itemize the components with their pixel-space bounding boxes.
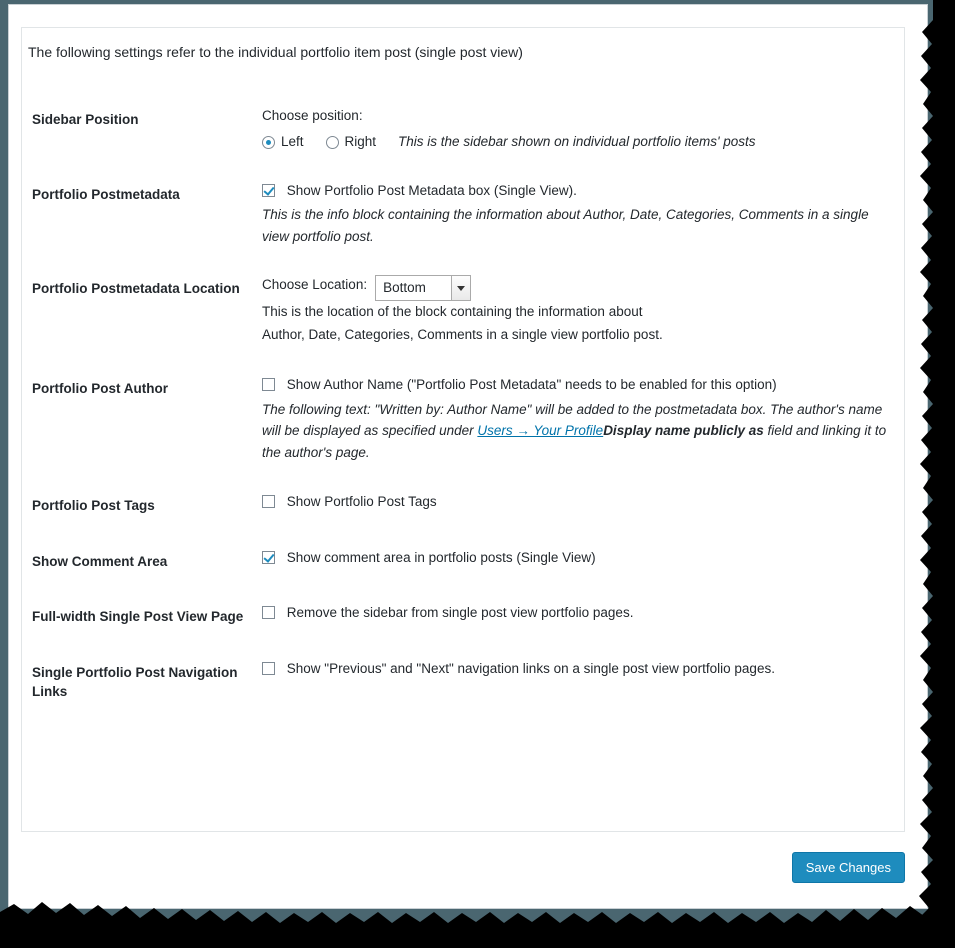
author-description-bold: Display name publicly as	[603, 423, 764, 439]
checkbox-show-comment-area-label: Show comment area in portfolio posts (Single View)	[286, 549, 596, 565]
row-label-postmetadata-location: Portfolio Postmetadata Location	[32, 281, 240, 297]
choose-position-label: Choose position:	[262, 108, 363, 123]
location-select-row	[262, 275, 896, 347]
settings-form-table	[22, 92, 906, 720]
row-label-sidebar-position: Sidebar Position	[32, 112, 139, 127]
checkbox-show-nav-links-label: Show "Previous" and "Next" navigation links on a single post view portfolio pages.	[286, 660, 775, 676]
checkbox-show-postmetadata-label: Show Portfolio Post Metadata box (Single View).	[286, 182, 577, 198]
row-label-portfolio-post-tags: Portfolio Post Tags	[32, 498, 155, 514]
settings-panel	[8, 4, 928, 909]
intro-text: The following settings refer to the individual portfolio item post (single post view)	[28, 44, 523, 60]
author-description	[262, 399, 896, 465]
row-field-show-comment-area	[262, 534, 906, 590]
select-postmetadata-location-value: Bottom	[383, 280, 426, 296]
postmetadata-checkbox-row	[262, 181, 896, 201]
chevron-down-icon	[451, 276, 470, 300]
table-row	[22, 261, 906, 361]
table-row	[22, 534, 906, 590]
table-row	[22, 645, 906, 720]
checkbox-show-nav-links[interactable]	[262, 662, 275, 675]
author-description-part2: field and linking it to the author's page.	[262, 423, 887, 461]
author-description-part1: The following text: "Written by: Author Name" will be added to the postmetadata box. The author's name will be displayed as specified under	[262, 401, 883, 439]
row-field-post-navigation-links	[262, 645, 906, 720]
checkbox-show-postmetadata[interactable]	[262, 184, 275, 197]
table-row	[22, 92, 906, 167]
row-field-portfolio-post-author	[262, 361, 906, 478]
postmetadata-description: This is the info block containing the information about Author, Date, Categories, Comments in a single view portfolio post.	[262, 206, 869, 244]
author-checkbox-row	[262, 375, 896, 395]
checkbox-show-author-name[interactable]	[262, 378, 275, 391]
row-field-sidebar-position	[262, 92, 906, 167]
checkbox-remove-sidebar-label: Remove the sidebar from single post view portfolio pages.	[286, 605, 634, 621]
checkbox-remove-sidebar[interactable]	[262, 606, 275, 619]
row-field-full-width-single-post	[262, 589, 906, 645]
checkbox-show-author-name-label: Show Author Name ("Portfolio Post Metadata" needs to be enabled for this option)	[286, 377, 777, 393]
radio-left-label: Left	[281, 134, 304, 150]
nav-links-checkbox-row	[262, 659, 896, 679]
row-label-full-width-single-post: Full-width Single Post View Page	[32, 609, 244, 625]
radio-right[interactable]	[326, 136, 339, 149]
row-label-portfolio-postmetadata: Portfolio Postmetadata	[32, 186, 180, 202]
row-label-post-navigation-links: Single Portfolio Post Navigation Links	[32, 664, 238, 700]
row-label-portfolio-post-author: Portfolio Post Author	[32, 381, 168, 397]
checkbox-show-comment-area[interactable]	[262, 551, 275, 564]
save-changes-button[interactable]: Save Changes	[792, 852, 905, 883]
checkbox-show-post-tags-label: Show Portfolio Post Tags	[286, 494, 437, 510]
row-field-portfolio-postmetadata	[262, 167, 906, 262]
radio-right-label: Right	[344, 134, 377, 150]
checkbox-show-post-tags[interactable]	[262, 495, 275, 508]
radio-left[interactable]	[262, 136, 275, 149]
users-your-profile-link[interactable]: Users → Your Profile	[477, 423, 604, 439]
row-field-postmetadata-location	[262, 261, 906, 361]
row-label-show-comment-area: Show Comment Area	[32, 553, 168, 569]
table-row	[22, 478, 906, 534]
table-row	[22, 589, 906, 645]
select-postmetadata-location[interactable]	[375, 275, 471, 301]
row-field-portfolio-post-tags	[262, 478, 906, 534]
settings-box	[21, 27, 905, 832]
comment-area-checkbox-row	[262, 548, 896, 568]
choose-location-label: Choose Location:	[262, 277, 368, 293]
location-description: This is the location of the block containing the information about Author, Date, Categories, Comments in a single view portfolio post.	[262, 304, 663, 343]
tags-checkbox-row	[262, 492, 896, 512]
full-width-checkbox-row	[262, 603, 896, 623]
sidebar-position-hint: This is the sidebar shown on individual portfolio items' posts	[398, 134, 756, 150]
table-row	[22, 167, 906, 262]
table-row	[22, 361, 906, 478]
sidebar-position-radio-group	[262, 132, 896, 152]
